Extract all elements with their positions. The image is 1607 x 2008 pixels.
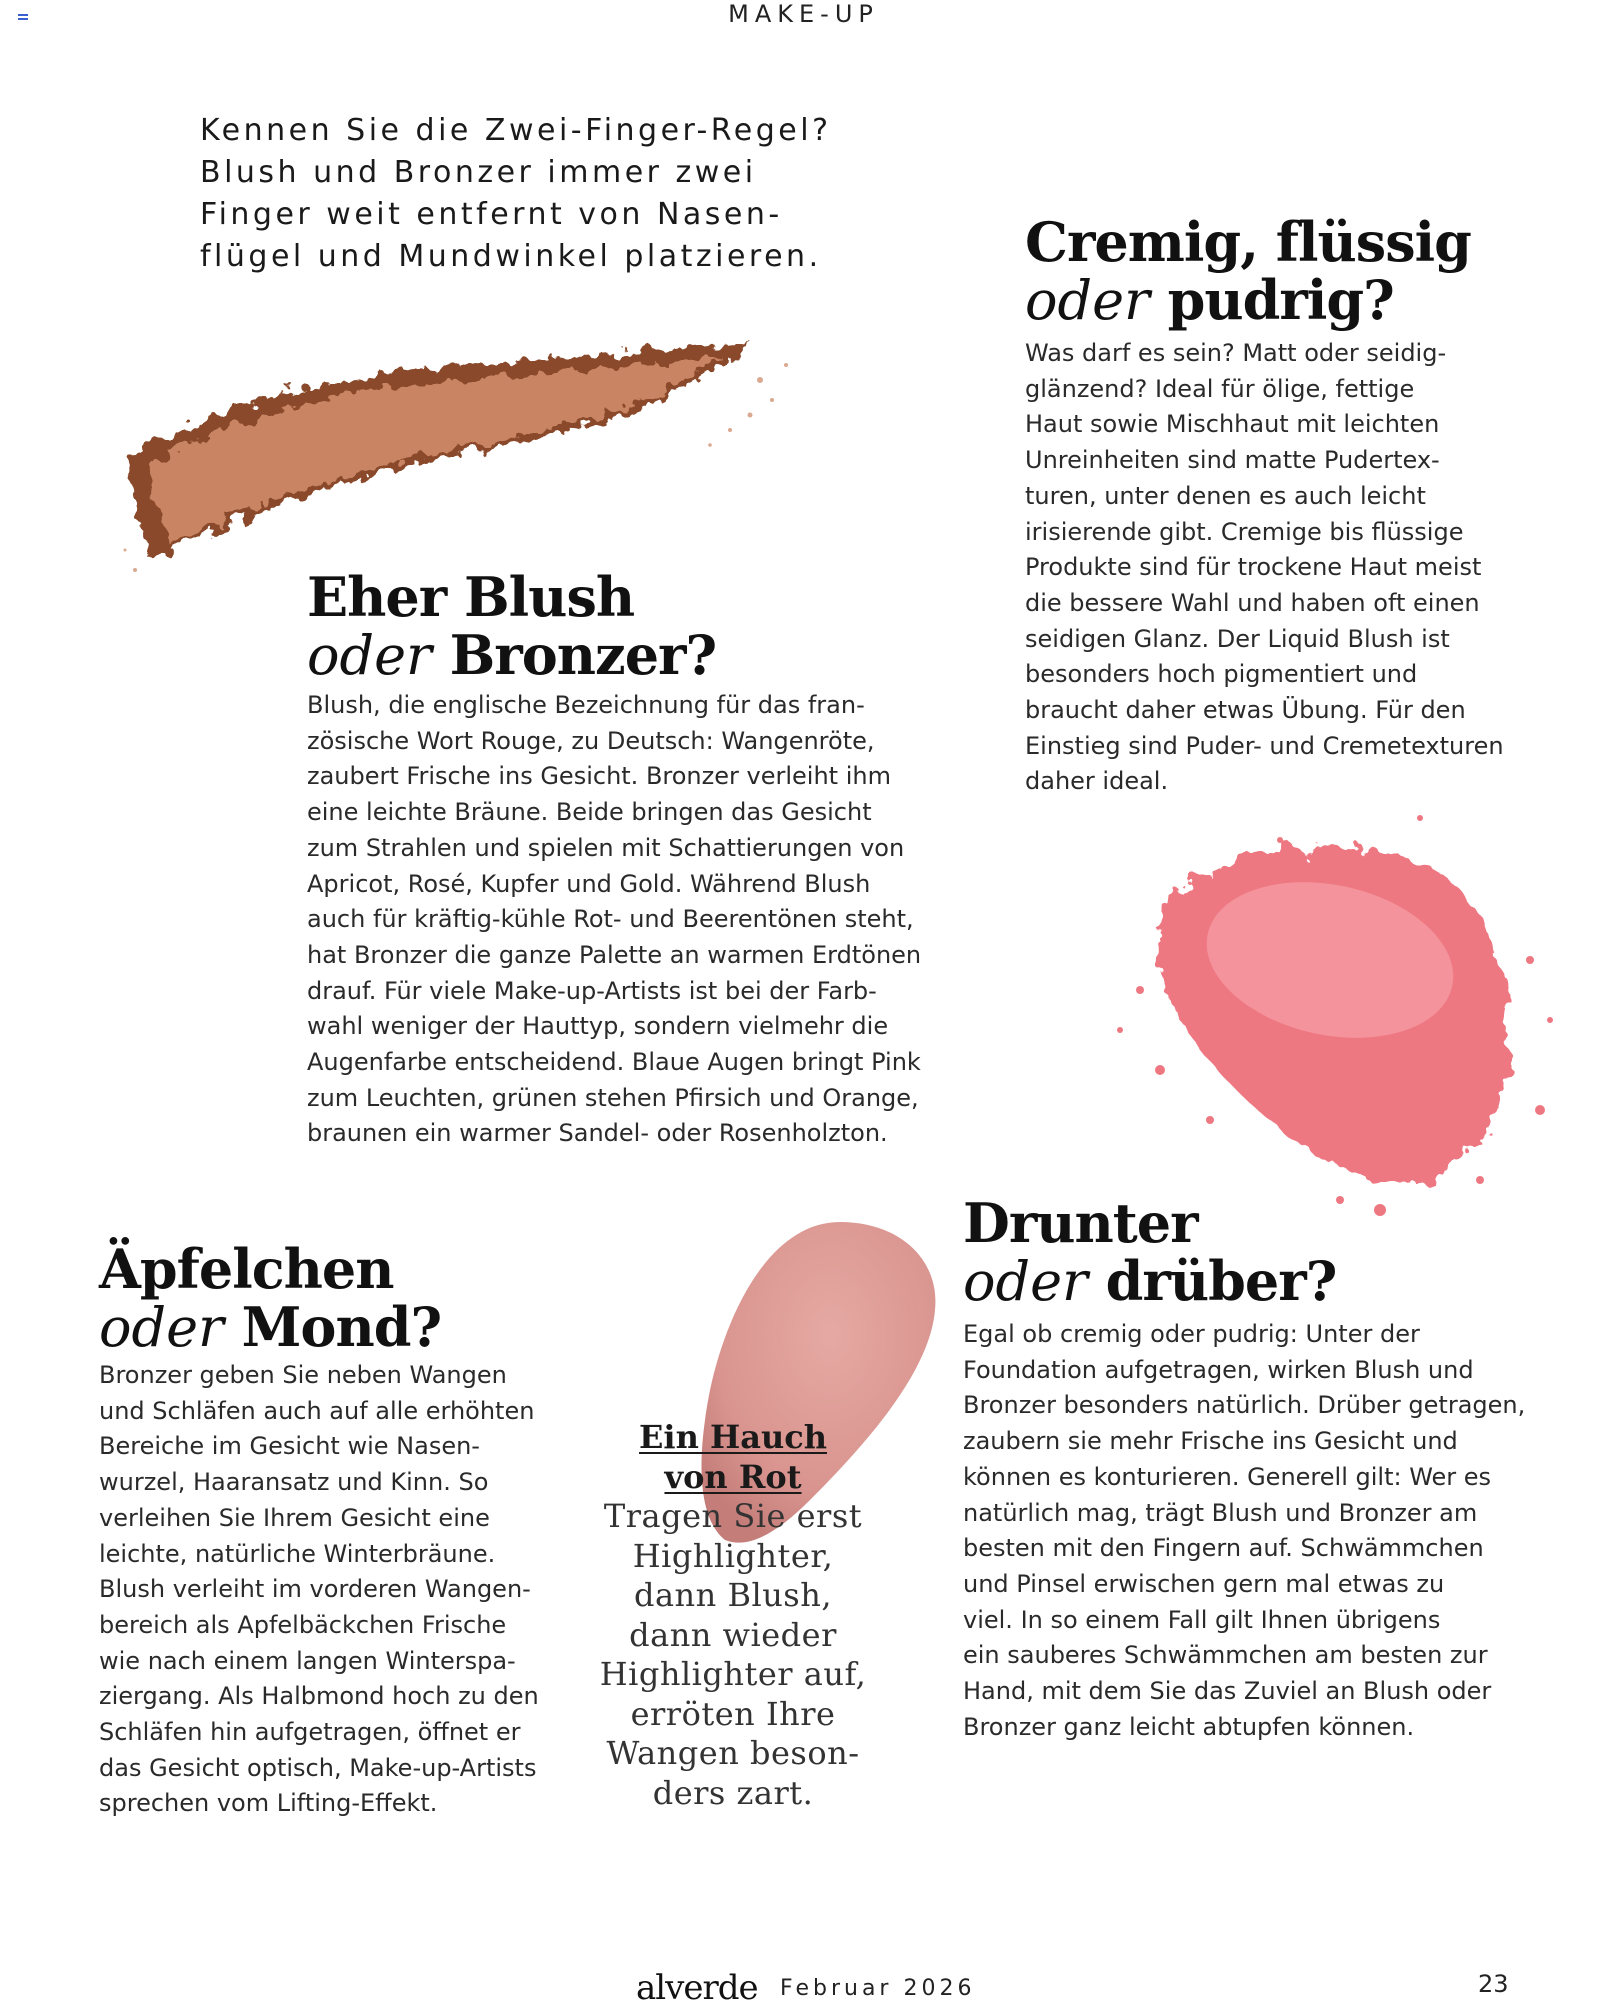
body-line: braunen ein warmer Sandel- oder Rosenholzton. — [307, 1119, 888, 1148]
tip-line: erröten Ihre — [630, 1694, 836, 1733]
body-line: Bronzer besonders natürlich. Drüber getragen, — [963, 1391, 1526, 1420]
body-line: zum Leuchten, grünen stehen Pfirsich und Orange, — [307, 1083, 919, 1112]
body-line: hat Bronzer die ganze Palette an warmen Erdtönen — [307, 940, 922, 969]
intro-line: flügel und Mundwinkel platzieren. — [200, 239, 822, 274]
page-number: 23 — [1478, 1970, 1509, 1998]
tip-title — [573, 1417, 893, 1497]
body-line: Unreinheiten sind matte Pudertex- — [1025, 446, 1440, 475]
body-line: wahl weniger der Hauttyp, sondern vielmehr die — [307, 1012, 889, 1041]
body-line: und Pinsel erwischen gern mal etwas zu — [963, 1569, 1445, 1598]
issue-date: Februar 2026 — [780, 1976, 976, 2001]
body-line: Was darf es sein? Matt oder seidig- — [1025, 339, 1447, 367]
heading-line: Äpfelchen — [99, 1237, 394, 1301]
body-line: die bessere Wahl und haben oft einen — [1025, 588, 1480, 617]
tip-line: Highlighter auf, — [599, 1655, 867, 1693]
body-line: Hand, mit dem Sie das Zuviel an Blush oder — [963, 1677, 1492, 1706]
tip-title-line: von Rot — [664, 1458, 802, 1496]
heading-light-word: oder — [963, 1250, 1088, 1313]
body-line: zum Strahlen und spielen mit Schattierungen von — [307, 833, 905, 862]
heading-line: Cremig, flüssig — [1025, 210, 1471, 274]
bronzer-swatch-image — [110, 320, 810, 580]
body-line: drauf. Für viele Make-up-Artists ist bei der Farb- — [307, 976, 877, 1005]
section-body-placement — [99, 1358, 539, 1822]
intro-line: Finger weit entfernt von Nasen- — [200, 197, 783, 232]
section-body-order — [963, 1317, 1525, 1745]
tip-line: Wangen beson- — [606, 1734, 860, 1772]
tip-title-line: Ein Hauch — [639, 1418, 827, 1456]
heading-line: Eher Blush — [307, 565, 635, 629]
section-label: MAKE-UP — [728, 0, 879, 28]
intro-line: Kennen Sie die Zwei-Finger-Regel? — [200, 113, 832, 148]
body-line: können es konturieren. Generell gilt: Wer es — [963, 1462, 1492, 1491]
heading-bold-word: Bronzer? — [431, 623, 717, 687]
heading-light-word: oder — [99, 1296, 224, 1359]
body-line: zaubert Frische ins Gesicht. Bronzer verleiht ihm — [307, 762, 891, 791]
body-line: Bronzer ganz leicht abtupfen können. — [963, 1712, 1415, 1741]
body-line: seidigen Glanz. Der Liquid Blush ist — [1025, 624, 1450, 653]
body-line: Foundation aufgetragen, wirken Blush und — [963, 1355, 1474, 1384]
heading-bold-word: drüber? — [1087, 1249, 1337, 1313]
body-line: Produkte sind für trockene Haut meist — [1025, 553, 1482, 582]
section-body-blush-bronzer — [307, 688, 921, 1152]
body-line: braucht daher etwas Übung. Für den — [1025, 696, 1466, 725]
body-line: daher ideal. — [1025, 767, 1169, 796]
section-body-texture — [1025, 336, 1504, 800]
section-heading-texture — [1025, 210, 1471, 332]
body-line: besten mit den Fingern auf. Schwämmchen — [963, 1534, 1484, 1563]
body-line: und Schläfen auch auf alle erhöhten — [99, 1396, 535, 1425]
body-line: Augenfarbe entscheidend. Blaue Augen bringt Pink — [307, 1048, 921, 1077]
body-line: natürlich mag, trägt Blush und Bronzer am — [963, 1498, 1478, 1527]
body-line: verleihen Sie Ihrem Gesicht eine — [99, 1503, 490, 1532]
body-line: ziergang. Als Halbmond hoch zu den — [99, 1682, 539, 1711]
body-line: wie nach einem langen Winterspa- — [99, 1646, 516, 1675]
body-line: auch für kräftig-kühle Rot- und Beerentönen steht, — [307, 905, 914, 934]
body-line: Bereiche im Gesicht wie Nasen- — [99, 1432, 480, 1461]
tip-line: ders zart. — [652, 1773, 814, 1812]
brand-logo: alverde — [636, 1968, 758, 2008]
body-line: wurzel, Haaransatz und Kinn. So — [99, 1468, 489, 1497]
body-line: zaubern sie mehr Frische ins Gesicht und — [963, 1427, 1458, 1456]
body-line: Schläfen hin aufgetragen, öffnet er — [99, 1718, 521, 1747]
section-heading-placement — [99, 1237, 442, 1359]
body-line: Egal ob cremig oder pudrig: Unter der — [963, 1320, 1420, 1348]
tip-line: dann Blush, — [633, 1576, 832, 1614]
body-line: zösische Wort Rouge, zu Deutsch: Wangenröte, — [307, 726, 875, 755]
body-line: Blush verleiht im vorderen Wangen- — [99, 1575, 531, 1604]
body-line: Haut sowie Mischhaut mit leichten — [1025, 410, 1440, 439]
tip-text — [563, 1497, 903, 1813]
tip-line: dann wieder — [629, 1615, 837, 1654]
body-line: glänzend? Ideal für ölige, fettige — [1025, 374, 1415, 403]
body-line: Apricot, Rosé, Kupfer und Gold. Während Blush — [307, 869, 871, 898]
body-line: das Gesicht optisch, Make-up-Artists — [99, 1753, 537, 1782]
section-heading-blush-bronzer — [307, 565, 717, 687]
intro-line: Blush und Bronzer immer zwei — [200, 155, 757, 190]
heading-bold-word: Mond? — [223, 1295, 442, 1359]
body-line: Blush, die englische Bezeichnung für das fran- — [307, 691, 865, 719]
body-line: irisierende gibt. Cremige bis flüssige — [1025, 517, 1464, 546]
tip-line: Tragen Sie erst — [603, 1497, 863, 1535]
body-line: ein sauberes Schwämmchen am besten zur — [963, 1641, 1488, 1670]
intro-rule — [200, 110, 900, 278]
body-line: sprechen vom Lifting-Effekt. — [99, 1789, 438, 1818]
body-line: eine leichte Bräune. Beide bringen das Gesicht — [307, 798, 872, 827]
heading-bold-word: pudrig? — [1149, 268, 1394, 332]
body-line: besonders hoch pigmentiert und — [1025, 660, 1418, 689]
body-line: turen, unter denen es auch leicht — [1025, 481, 1426, 510]
section-heading-order — [963, 1191, 1337, 1313]
tip-line: Highlighter, — [632, 1536, 834, 1575]
blush-powder-image — [1080, 810, 1580, 1230]
heading-line: Drunter — [963, 1191, 1198, 1255]
body-line: leichte, natürliche Winterbräune. — [99, 1539, 496, 1568]
body-line: Einstieg sind Puder- und Cremetexturen — [1025, 731, 1504, 760]
heading-light-word: oder — [1025, 269, 1150, 332]
heading-light-word: oder — [307, 624, 432, 687]
body-line: viel. In so einem Fall gilt Ihnen übrigens — [963, 1605, 1441, 1634]
body-line: bereich als Apfelbäckchen Frische — [99, 1610, 507, 1639]
body-line: Bronzer geben Sie neben Wangen — [99, 1361, 507, 1389]
